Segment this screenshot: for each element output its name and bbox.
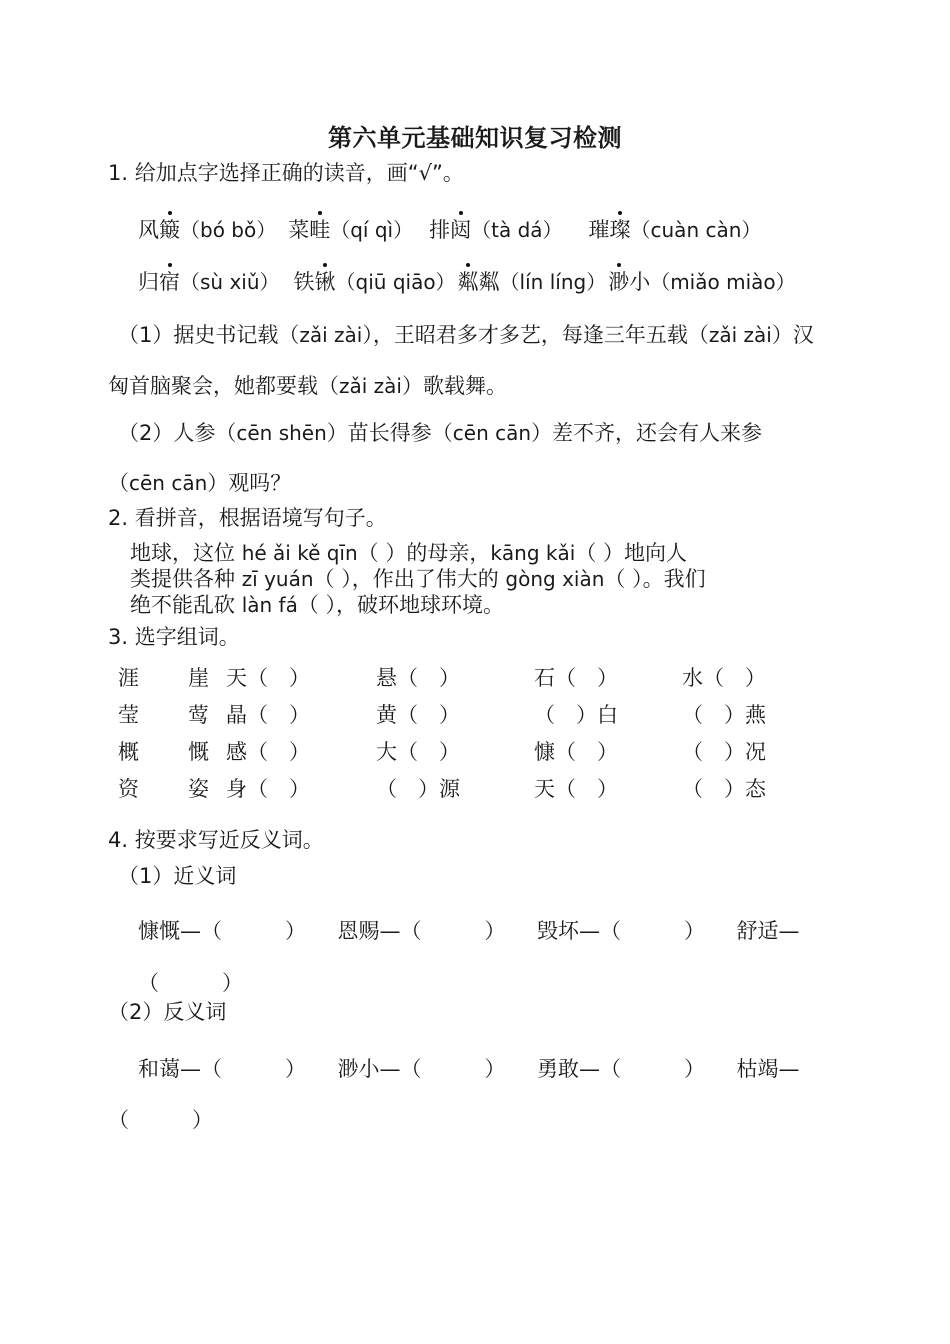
q2-line2-blank-1[interactable]: （ ），作出了伟大的 — [313, 567, 506, 591]
q2-line1-pinyin-1: hé ǎi kě qīn — [241, 541, 358, 565]
q2-line-1 — [130, 540, 920, 566]
q4-sub2-label: （2）反义词 — [108, 1000, 227, 1024]
q3-word-blank[interactable]: （ ）源 — [376, 777, 460, 801]
q3-word-blank[interactable]: （ ）况 — [682, 740, 766, 764]
q1-word-pinyin-options[interactable]: （lín líng） — [499, 270, 607, 294]
q3-word-blank[interactable]: 慷（ ） — [534, 740, 618, 764]
q4-synonyms-line-1[interactable]: 慷慨—（ ） 恩赐—（ ） 毁坏—（ ） 舒适— — [138, 919, 800, 943]
q3-character-pair: 莹 莺 — [118, 703, 223, 727]
q2-line3-pinyin-1: làn fá — [241, 593, 298, 617]
q1-sub2-line2 — [108, 473, 291, 494]
q1-sub2-text-b: ）苗长得参（ — [326, 421, 453, 445]
q2-line1-blank-2[interactable]: （ ）地向人 — [575, 541, 687, 565]
q1-sub2-text-c: ）差不齐，还会有人来参 — [531, 421, 763, 445]
q3-grid-row — [118, 668, 822, 705]
q3-word-blank[interactable]: （ ）白 — [534, 703, 618, 727]
q1-word-char: 渺 — [608, 270, 630, 294]
q4-antonyms-line-1[interactable]: 和蔼—（ ） 渺小—（ ） 勇敢—（ ） 枯竭— — [138, 1057, 800, 1081]
q3-word-blank[interactable]: （ ）燕 — [682, 703, 766, 727]
q3-grid-row — [118, 779, 822, 816]
q4-sub1-label: （1）近义词 — [118, 864, 237, 888]
q1-sub1-pinyin-2: zǎi zài — [708, 323, 772, 347]
q1-word-char: 畦 — [309, 218, 331, 242]
q3-word-blank[interactable]: 天（ ） — [226, 666, 310, 690]
q1-sub1-line2-pinyin: zǎi zài — [339, 374, 402, 398]
q1-sub1-text-c: ）汉 — [771, 323, 814, 347]
q1-sub2-pinyin-1: cēn shēn — [236, 421, 327, 445]
q2-line-2 — [130, 566, 920, 592]
q3-word-blank[interactable]: 黄（ ） — [376, 703, 460, 727]
q1-sub2-line2-pinyin: cēn cān — [129, 471, 208, 495]
q3-grid-row — [118, 705, 822, 742]
q2-line3-blank-1[interactable]: （ ），破环地球环境。 — [297, 593, 505, 617]
question-2-heading: 2. 看拼音，根据语境写句子。 — [108, 506, 387, 530]
q1-word-char: 簸 — [159, 218, 180, 242]
q3-word-blank[interactable]: 悬（ ） — [376, 666, 460, 690]
q1-word-char: 菜 — [288, 218, 310, 242]
q3-character-pair: 概 慨 — [118, 740, 223, 764]
q1-dotted-word[interactable] — [138, 220, 276, 241]
q1-word-char: 风 — [138, 218, 159, 242]
q2-line2-blank-2[interactable]: （ ）。我们 — [604, 567, 706, 591]
q1-dotted-word[interactable] — [138, 272, 280, 293]
q1-sub1-text-a: （1）据史书记载（ — [118, 323, 300, 347]
q3-word-blank[interactable]: 天（ ） — [534, 777, 618, 801]
q1-pinyin-row-1 — [138, 220, 761, 241]
q3-word-blank[interactable]: 水（ ） — [682, 666, 766, 690]
q1-dotted-word[interactable] — [288, 220, 413, 241]
q4-synonyms-line-2[interactable]: （ ） — [138, 971, 243, 995]
q3-character-grid — [118, 668, 822, 816]
q1-word-char: 粼 — [457, 270, 479, 294]
q3-word-blank[interactable]: 大（ ） — [376, 740, 460, 764]
q3-word-blank[interactable]: 身（ ） — [226, 777, 310, 801]
q2-line2-pinyin-1: zī yuán — [241, 567, 314, 591]
q1-sub2-text-a: （2）人参（ — [118, 421, 237, 445]
q2-line1-text-a: 地球，这位 — [130, 541, 242, 565]
q1-word-char: 宿 — [159, 270, 180, 294]
q1-sub1-line1 — [118, 325, 814, 346]
page-title: 第六单元基础知识复习检测 — [328, 124, 622, 152]
q1-dotted-word[interactable] — [458, 272, 607, 293]
q3-word-blank[interactable]: 石（ ） — [534, 666, 618, 690]
q1-dotted-word[interactable] — [608, 272, 795, 293]
q1-word-pinyin-options[interactable]: （sù xiǔ） — [180, 270, 280, 294]
q3-character-pair: 资 姿 — [118, 777, 223, 801]
q1-word-pinyin-options[interactable]: （bó bǒ） — [180, 218, 277, 242]
q2-line3-text-a: 绝不能乱砍 — [130, 593, 242, 617]
question-1-heading: 1. 给加点字选择正确的读音，画“√”。 — [108, 161, 464, 185]
q1-sub2-line2-text-b: ）观吗？ — [207, 471, 292, 495]
q2-line-3 — [130, 592, 920, 618]
q3-character-pair: 涯 崖 — [118, 666, 223, 690]
q2-line1-blank-1[interactable]: （ ）的母亲， — [357, 541, 491, 565]
q1-sub1-pinyin-1: zǎi zài — [299, 323, 363, 347]
q1-sub1-text-b: ），王昭君多才多艺，每逢三年五载（ — [362, 323, 709, 347]
q1-sub1-line2-text-b: ）歌载舞。 — [401, 374, 507, 398]
q4-antonyms-line-2[interactable]: （ ） — [108, 1108, 213, 1132]
q1-word-pinyin-options[interactable]: （tà dá） — [471, 218, 563, 242]
q1-sub2-line1 — [118, 423, 762, 444]
q1-word-char: 小 — [629, 270, 651, 294]
q1-word-pinyin-options[interactable]: （miǎo miào） — [650, 270, 796, 294]
q3-word-blank[interactable]: 晶（ ） — [226, 703, 310, 727]
q1-word-char: 锹 — [314, 270, 336, 294]
q1-word-char: 铁 — [293, 270, 315, 294]
q1-word-char: 璀 — [588, 218, 610, 242]
q2-line2-text-a: 类提供各种 — [130, 567, 242, 591]
q1-word-char: 璨 — [609, 218, 631, 242]
q1-word-char: 排 — [429, 218, 451, 242]
q3-word-blank[interactable]: 感（ ） — [226, 740, 310, 764]
q1-dotted-word[interactable] — [294, 272, 456, 293]
q1-sub1-line2-text-a: 匈首脑聚会，她都要载（ — [108, 374, 339, 398]
q1-word-pinyin-options[interactable]: （qí qì） — [330, 218, 414, 242]
q1-sub2-pinyin-2: cēn cān — [452, 421, 532, 445]
q2-sentence-block — [130, 540, 920, 618]
q2-line2-pinyin-2: gòng xiàn — [505, 567, 605, 591]
q1-word-pinyin-options[interactable]: （qiū qiāo） — [335, 270, 456, 294]
q3-word-blank[interactable]: （ ）态 — [682, 777, 766, 801]
q1-sub1-line2 — [108, 376, 507, 397]
q1-word-char: 闼 — [450, 218, 472, 242]
question-3-heading: 3. 选字组词。 — [108, 625, 240, 649]
q1-word-pinyin-options[interactable]: （cuàn càn） — [630, 218, 762, 242]
q1-dotted-word[interactable] — [429, 220, 562, 241]
question-4-heading: 4. 按要求写近反义词。 — [108, 828, 324, 852]
q3-grid-row — [118, 742, 822, 779]
q1-word-char: 归 — [138, 270, 159, 294]
q1-sub2-line2-text-a: （ — [108, 471, 129, 495]
q1-word-char: 粼 — [478, 270, 500, 294]
q1-pinyin-row-2 — [138, 272, 796, 293]
q2-line1-pinyin-2: kāng kǎi — [490, 541, 576, 565]
q1-dotted-word[interactable] — [589, 220, 762, 241]
